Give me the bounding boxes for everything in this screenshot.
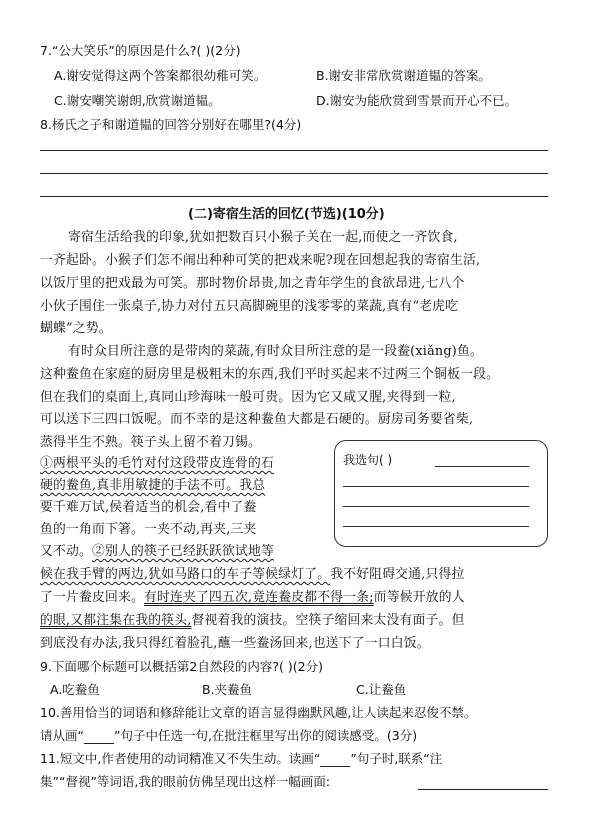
wavy-sentence-1[interactable]: ①两根平头的毛竹对付这段带皮连骨的石: [40, 456, 274, 471]
annotation-line[interactable]: [435, 466, 529, 467]
q7-option-c: C.谢安嘲笑谢朗,欣赏谢道韫。: [54, 93, 221, 108]
passage-line: 小伙子围住一张桌子,协力对付五只高脚碗里的浅零零的菜蔬,真有“老虎吃: [40, 299, 459, 314]
q11-answer-line[interactable]: [418, 789, 548, 790]
passage-line: [40, 567, 464, 583]
double-underline-sentence[interactable]: 的眼,又都注集在我的筷头,: [40, 613, 192, 628]
passage-text: 又不动。: [40, 544, 92, 559]
passage-text: 而等候开放的人: [373, 590, 465, 605]
q8-stem: 8.杨氏之子和谢道韫的回答分别好在哪里?(4分): [40, 117, 302, 132]
double-underline-sentence[interactable]: 有时连夹了四五次,竟连鲞皮都不得一条;: [143, 590, 374, 605]
wavy-sentence-2[interactable]: ②别人的筷子已经跃跃欲试地等: [92, 544, 274, 559]
passage-line: 寄宿生活给我的印象,犹如把数百只小猴子关在一起,而使之一齐饮食,: [68, 230, 458, 245]
wavy-sentence-2[interactable]: 候在我手臂的两边,犹如马路口的车子等候绿灯了。: [40, 567, 331, 582]
passage-text: 了一片鲞皮回来。: [40, 590, 144, 605]
q9-option-c: C.让鲞鱼: [356, 682, 407, 697]
passage-line: 这种鲞鱼在家庭的厨房里是极粗末的东西,我们平时买起来不过两三个铜板一段。: [40, 367, 500, 382]
q11-text: 11.短文中,作者使用的动词精准又不失生动。读画“: [40, 751, 321, 766]
section-title: (二)寄宿生活的回忆(节选)(10分): [188, 207, 385, 222]
q11-text: ”句子时,联系“注: [350, 751, 443, 766]
double-line-marker: [320, 753, 350, 767]
q7-stem: 7.“公大笑乐”的原因是什么?( )(2分): [40, 43, 241, 58]
answer-line-1[interactable]: [40, 150, 548, 151]
q10-line-1: 10.善用恰当的词语和修辞能让文章的语言显得幽默风趣,让人读起来忍俊不禁。: [40, 705, 477, 720]
passage-line: 可以送下三四口饭呢。而不幸的是这种鲞鱼大都是石硬的。厨房司务要省柴,: [40, 412, 474, 427]
annotation-box[interactable]: [334, 440, 548, 547]
passage-line: 蒸得半生不熟。筷子头上留不着刀锡。: [40, 435, 261, 450]
annotation-line[interactable]: [343, 506, 529, 507]
passage-line: [40, 613, 464, 629]
passage-line: 鱼的一角而下箸。一夹不动,再夹,三夹: [40, 522, 257, 537]
passage-line: 有时众目所注意的是带肉的菜蔬,有时众目所注意的是一段鲞(xiǎng)鱼。: [68, 344, 483, 359]
q7-option-d: D.谢安为能欣赏到雪景而开心不已。: [316, 93, 518, 108]
passage-text: 督视着我的演技。空筷子缩回来太没有面子。但: [191, 613, 465, 628]
q11-line-1: [40, 751, 442, 767]
annotation-box-label: 我选句( ): [343, 453, 393, 467]
q10-line-2: [40, 728, 417, 744]
q10-text: ”句子中任选一句,在批注框里写出你的阅读感受。(3分): [113, 728, 418, 743]
annotation-line[interactable]: [343, 486, 529, 487]
passage-line: 蝴蝶”之势。: [40, 321, 112, 336]
wavy-sentence-1[interactable]: 硬的鲞鱼,真非用敏捷的手法不可。我总: [40, 478, 266, 493]
passage-line: [40, 590, 465, 606]
q10-text: 请从画“: [40, 728, 84, 743]
q7-option-a: A.谢安觉得这两个答案都很幼稚可笑。: [54, 68, 267, 83]
passage-line: [40, 456, 274, 472]
answer-line-3[interactable]: [40, 196, 548, 197]
q9-stem: 9.下面哪个标题可以概括第2自然段的内容?( )(2分): [40, 659, 323, 674]
passage-line: [40, 544, 274, 560]
passage-line: 一齐起卧。小猴子们怎不闹出种种可笑的把戏来呢?现在回想起我的寄宿生活,: [40, 253, 481, 268]
q7-option-b: B.谢安非常欣赏谢道韫的答案。: [316, 68, 492, 83]
passage-line: 要千难万试,侯着适当的机会,看中了鲞: [40, 500, 257, 515]
annotation-line[interactable]: [343, 526, 529, 527]
q9-option-b: B.夹鲞鱼: [202, 682, 253, 697]
answer-line-2[interactable]: [40, 173, 548, 174]
passage-text: 我不好阻碍交通,只得拉: [330, 567, 465, 582]
q11-line-2: 集”“督视”等词语,我的眼前仿佛呈现出这样一幅画面:: [40, 774, 331, 789]
passage-line: 但在我们的桌面上,真同山珍海味一般可贵。因为它又咸又腥,夹得到一粒,: [40, 390, 456, 405]
passage-line: 以饭厅里的把戏最为可笑。那时物价昂贵,加之青年学生的食欲昂进,七八个: [40, 276, 465, 291]
q9-option-a: A.吃鲞鱼: [50, 682, 100, 697]
passage-line: 到底没有办法,我只得红着脸孔,蘸一些鲞汤回来,也送下了一口白饭。: [40, 636, 430, 651]
wavy-line-marker: [84, 730, 114, 744]
passage-line: [40, 478, 265, 494]
